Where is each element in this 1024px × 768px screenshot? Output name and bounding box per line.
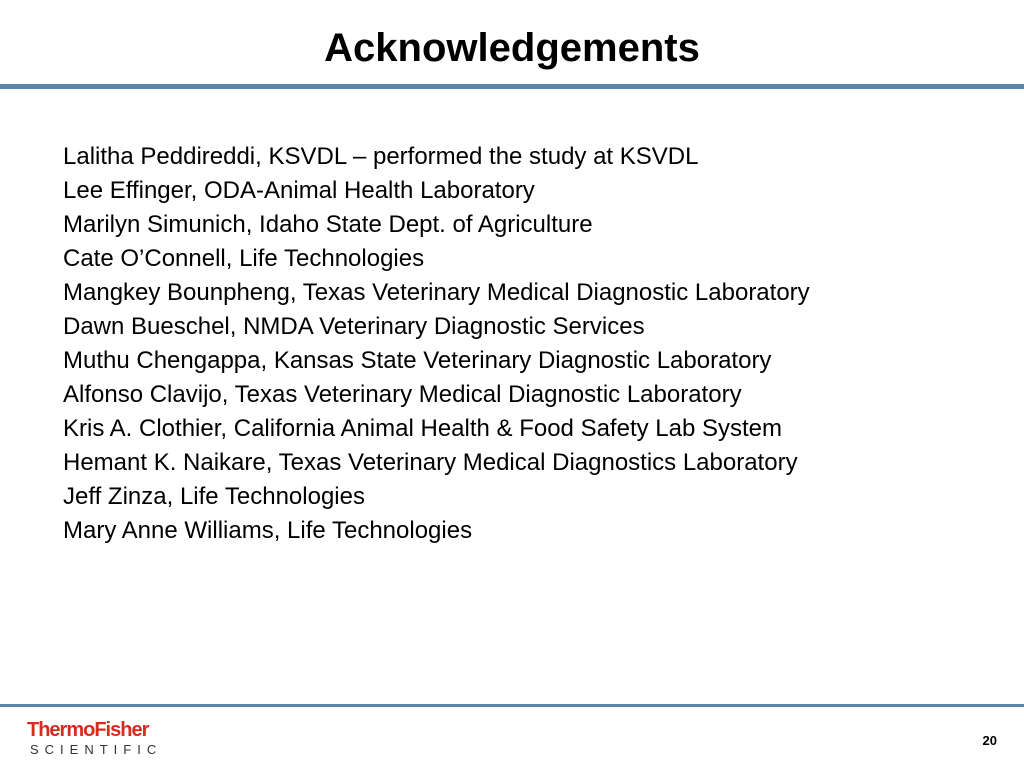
acknowledgements-list <box>63 140 1003 548</box>
acknowledgement-item: Hemant K. Naikare, Texas Veterinary Medical Diagnostics Laboratory <box>63 449 798 476</box>
acknowledgement-item: Mangkey Bounpheng, Texas Veterinary Medical Diagnostic Laboratory <box>63 279 810 306</box>
acknowledgement-item: Kris A. Clothier, California Animal Health & Food Safety Lab System <box>63 415 783 442</box>
logo-subtext: SCIENTIFIC <box>30 742 163 757</box>
footer-divider <box>0 704 1024 707</box>
thermo-fisher-logo <box>27 718 177 758</box>
acknowledgement-item: Alfonso Clavijo, Texas Veterinary Medical Diagnostic Laboratory <box>63 381 742 408</box>
acknowledgement-item: Jeff Zinza, Life Technologies <box>63 483 365 510</box>
acknowledgement-item: Lalitha Peddireddi, KSVDL – performed the study at KSVDL <box>63 143 699 170</box>
page-number: 20 <box>982 733 997 748</box>
acknowledgement-item: Marilyn Simunich, Idaho State Dept. of Agriculture <box>63 211 593 238</box>
acknowledgement-item: Dawn Bueschel, NMDA Veterinary Diagnostic Services <box>63 313 645 340</box>
slide-title: Acknowledgements <box>324 26 700 70</box>
acknowledgement-item: Mary Anne Williams, Life Technologies <box>63 517 473 544</box>
acknowledgement-item: Muthu Chengappa, Kansas State Veterinary Diagnostic Laboratory <box>63 347 772 374</box>
acknowledgement-item: Lee Effinger, ODA-Animal Health Laboratory <box>63 177 535 204</box>
logo-wordmark: ThermoFisher <box>27 719 149 741</box>
title-divider <box>0 84 1024 89</box>
acknowledgement-item: Cate O’Connell, Life Technologies <box>63 245 425 272</box>
